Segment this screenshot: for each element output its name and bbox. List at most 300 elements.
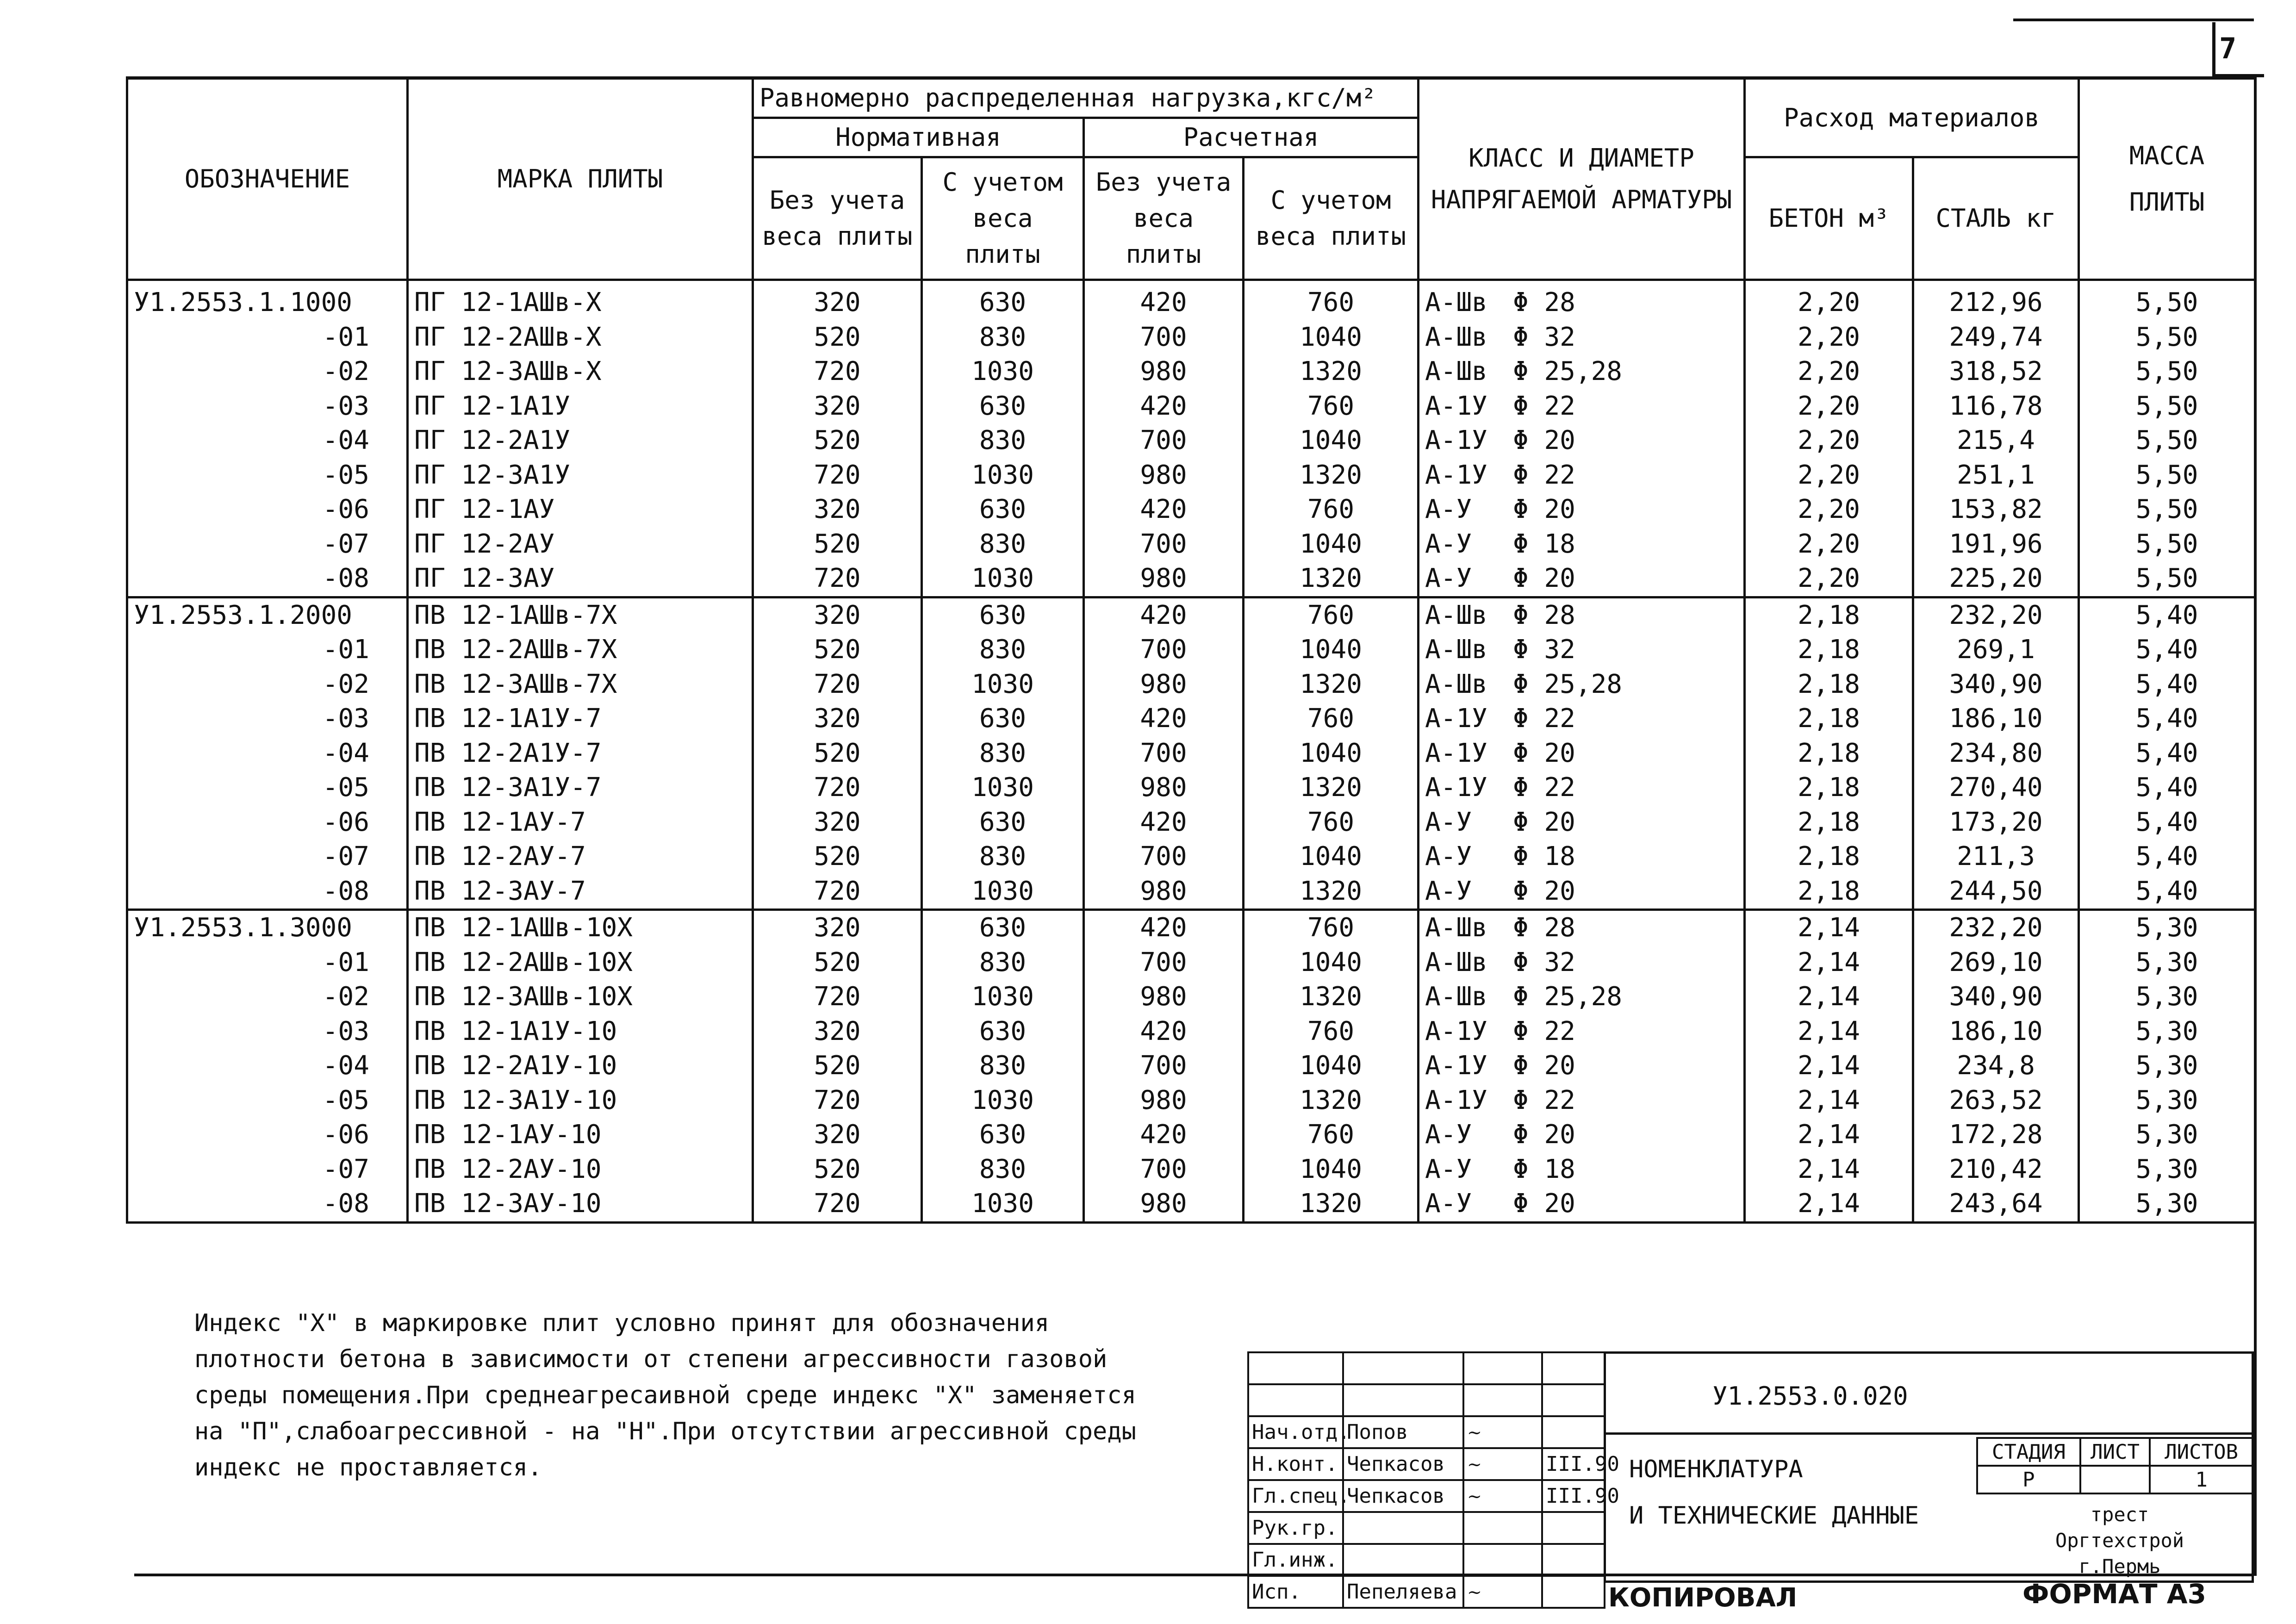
row-normative-without-weight: 720 <box>753 1187 922 1222</box>
row-plate-mark: ПВ 12-2А1У-7 <box>408 736 753 771</box>
row-normative-with-weight: 830 <box>922 946 1084 980</box>
row-normative-without-weight: 520 <box>753 423 922 458</box>
stamp-role: Нач.отд. <box>1248 1416 1343 1448</box>
reinforcement-diameter: Φ 22 <box>1513 772 1575 803</box>
header-design-without-weight: Без учета веса плиты <box>1084 157 1244 280</box>
row-steel: 234,8 <box>1913 1049 2079 1083</box>
row-concrete: 2,20 <box>1745 355 1913 389</box>
row-normative-without-weight: 520 <box>753 840 922 874</box>
row-steel: 173,20 <box>1913 805 2079 840</box>
reinforcement-diameter: Φ 20 <box>1513 1120 1575 1150</box>
row-normative-with-weight: 630 <box>922 389 1084 424</box>
row-concrete: 2,14 <box>1745 1083 1913 1118</box>
row-normative-with-weight: 1030 <box>922 980 1084 1014</box>
row-mass: 5,30 <box>2079 1049 2255 1083</box>
row-design-without-weight: 700 <box>1084 633 1244 667</box>
table-header <box>127 78 2255 280</box>
row-designation: -07 <box>127 527 408 562</box>
row-mass: 5,30 <box>2079 1014 2255 1049</box>
row-mass: 5,30 <box>2079 1083 2255 1118</box>
row-designation: -06 <box>127 1118 408 1152</box>
row-normative-with-weight: 630 <box>922 597 1084 633</box>
row-normative-with-weight: 630 <box>922 805 1084 840</box>
reinforcement-class: А-Шв <box>1425 287 1487 318</box>
stamp-date <box>1542 1416 1605 1448</box>
signature: ~ <box>1463 1416 1542 1448</box>
row-plate-mark: ПВ 12-3АУ-10 <box>408 1187 753 1222</box>
reinforcement-class: А-1У <box>1425 1016 1487 1046</box>
row-normative-with-weight: 830 <box>922 1152 1084 1187</box>
title-line-1: НОМЕНКЛАТУРА <box>1629 1456 1803 1483</box>
row-reinforcement <box>1419 1118 1745 1152</box>
row-normative-with-weight: 630 <box>922 1014 1084 1049</box>
row-designation: -08 <box>127 1187 408 1222</box>
row-plate-mark: ПГ 12-3АУ <box>408 561 753 597</box>
row-design-with-weight: 1040 <box>1244 423 1419 458</box>
row-plate-mark: ПВ 12-3А1У-7 <box>408 771 753 805</box>
stamp-date: III.90 <box>1542 1480 1605 1512</box>
table-row <box>127 771 2255 805</box>
row-reinforcement <box>1419 355 1745 389</box>
row-concrete: 2,20 <box>1745 280 1913 320</box>
row-reinforcement <box>1419 910 1745 946</box>
row-normative-without-weight: 320 <box>753 597 922 633</box>
row-reinforcement <box>1419 1152 1745 1187</box>
row-plate-mark: ПВ 12-2АУ-7 <box>408 840 753 874</box>
row-mass: 5,40 <box>2079 771 2255 805</box>
reinforcement-class: А-У <box>1425 563 1472 594</box>
row-reinforcement <box>1419 561 1745 597</box>
row-design-without-weight: 420 <box>1084 492 1244 527</box>
table-row <box>127 633 2255 667</box>
reinforcement-class: А-У <box>1425 841 1472 872</box>
row-normative-with-weight: 630 <box>922 1118 1084 1152</box>
table-row <box>127 840 2255 874</box>
reinforcement-diameter: Φ 20 <box>1513 494 1575 525</box>
row-design-with-weight: 1040 <box>1244 320 1419 355</box>
row-designation: -07 <box>127 840 408 874</box>
reinforcement-diameter: Φ 28 <box>1513 287 1575 318</box>
row-design-without-weight: 700 <box>1084 527 1244 562</box>
row-reinforcement <box>1419 458 1745 493</box>
table-row <box>127 355 2255 389</box>
row-steel: 269,10 <box>1913 946 2079 980</box>
note-line: плотности бетона в зависимости от степени агрессивности газовой <box>194 1345 1108 1373</box>
title-line-2: И ТЕХНИЧЕСКИЕ ДАННЫЕ <box>1629 1502 1919 1530</box>
row-design-with-weight: 760 <box>1244 492 1419 527</box>
row-design-with-weight: 1040 <box>1244 946 1419 980</box>
row-normative-without-weight: 320 <box>753 910 922 946</box>
row-design-with-weight: 1040 <box>1244 840 1419 874</box>
row-concrete: 2,20 <box>1745 389 1913 424</box>
row-reinforcement <box>1419 280 1745 320</box>
row-normative-without-weight: 520 <box>753 320 922 355</box>
sheet-value <box>2080 1466 2150 1493</box>
row-normative-with-weight: 830 <box>922 633 1084 667</box>
table-row <box>127 874 2255 910</box>
row-reinforcement <box>1419 1187 1745 1222</box>
row-designation: -08 <box>127 874 408 910</box>
row-steel: 244,50 <box>1913 874 2079 910</box>
note-block <box>194 1305 1143 1486</box>
row-mass: 5,40 <box>2079 840 2255 874</box>
reinforcement-diameter: Φ 28 <box>1513 600 1575 630</box>
row-designation: -02 <box>127 980 408 1014</box>
table-row <box>127 280 2255 320</box>
table-row <box>127 561 2255 597</box>
row-steel: 234,80 <box>1913 736 2079 771</box>
reinforcement-class: А-У <box>1425 1120 1472 1150</box>
row-designation: -04 <box>127 423 408 458</box>
reinforcement-diameter: Φ 32 <box>1513 635 1575 665</box>
row-normative-without-weight: 720 <box>753 458 922 493</box>
row-design-without-weight: 420 <box>1084 1118 1244 1152</box>
row-designation: У1.2553.1.2000 <box>127 597 408 633</box>
row-concrete: 2,18 <box>1745 771 1913 805</box>
org-line: г.Пермь <box>2078 1555 2161 1578</box>
reinforcement-class: А-1У <box>1425 1085 1487 1115</box>
row-plate-mark: ПГ 12-1АШв-Х <box>408 280 753 320</box>
reinforcement-diameter: Φ 22 <box>1513 460 1575 490</box>
row-mass: 5,50 <box>2079 423 2255 458</box>
row-normative-without-weight: 320 <box>753 389 922 424</box>
row-normative-without-weight: 520 <box>753 527 922 562</box>
table-row <box>127 702 2255 736</box>
row-design-with-weight: 760 <box>1244 597 1419 633</box>
table-row <box>127 1083 2255 1118</box>
note-line: среды помещения.При среднеагресаивной среде индекс "Х" заменяется <box>194 1381 1136 1409</box>
row-designation: -04 <box>127 1049 408 1083</box>
row-concrete: 2,14 <box>1745 1014 1913 1049</box>
row-plate-mark: ПВ 12-3АШв-7Х <box>408 667 753 702</box>
row-steel: 186,10 <box>1913 1014 2079 1049</box>
reinforcement-diameter: Φ 18 <box>1513 841 1575 872</box>
sheet-label: ЛИСТ <box>2080 1438 2150 1466</box>
row-normative-without-weight: 320 <box>753 702 922 736</box>
row-normative-without-weight: 520 <box>753 633 922 667</box>
row-design-with-weight: 760 <box>1244 389 1419 424</box>
row-designation: -05 <box>127 771 408 805</box>
row-steel: 318,52 <box>1913 355 2079 389</box>
row-mass: 5,50 <box>2079 561 2255 597</box>
row-design-without-weight: 420 <box>1084 1014 1244 1049</box>
row-mass: 5,40 <box>2079 633 2255 667</box>
header-steel: СТАЛЬ кг <box>1913 157 2079 280</box>
row-steel: 225,20 <box>1913 561 2079 597</box>
row-design-with-weight: 1040 <box>1244 1152 1419 1187</box>
row-design-with-weight: 760 <box>1244 1118 1419 1152</box>
row-reinforcement <box>1419 946 1745 980</box>
stamp-role: Гл.инж. <box>1248 1544 1343 1576</box>
row-normative-without-weight: 320 <box>753 1014 922 1049</box>
row-mass: 5,50 <box>2079 527 2255 562</box>
row-concrete: 2,18 <box>1745 736 1913 771</box>
reinforcement-class: А-1У <box>1425 425 1487 456</box>
row-design-without-weight: 980 <box>1084 355 1244 389</box>
row-reinforcement <box>1419 805 1745 840</box>
row-designation: -01 <box>127 946 408 980</box>
row-plate-mark: ПВ 12-1А1У-7 <box>408 702 753 736</box>
reinforcement-diameter: Φ 20 <box>1513 876 1575 906</box>
row-mass: 5,30 <box>2079 910 2255 946</box>
row-design-without-weight: 420 <box>1084 910 1244 946</box>
row-plate-mark: ПГ 12-3А1У <box>408 458 753 493</box>
row-design-with-weight: 1040 <box>1244 527 1419 562</box>
row-plate-mark: ПВ 12-2А1У-10 <box>408 1049 753 1083</box>
stage-label: СТАДИЯ <box>1977 1438 2080 1466</box>
table-row <box>127 1014 2255 1049</box>
reinforcement-diameter: Φ 20 <box>1513 1188 1575 1219</box>
row-concrete: 2,14 <box>1745 980 1913 1014</box>
row-steel: 340,90 <box>1913 980 2079 1014</box>
row-mass: 5,50 <box>2079 280 2255 320</box>
row-plate-mark: ПГ 12-2АШв-Х <box>408 320 753 355</box>
reinforcement-diameter: Φ 28 <box>1513 913 1575 943</box>
row-normative-with-weight: 1030 <box>922 1083 1084 1118</box>
row-steel: 153,82 <box>1913 492 2079 527</box>
row-design-without-weight: 420 <box>1084 805 1244 840</box>
reinforcement-diameter: Φ 20 <box>1513 738 1575 768</box>
table-row <box>127 423 2255 458</box>
table-row <box>127 492 2255 527</box>
row-design-without-weight: 700 <box>1084 946 1244 980</box>
row-design-without-weight: 980 <box>1084 771 1244 805</box>
row-normative-without-weight: 720 <box>753 771 922 805</box>
row-design-without-weight: 980 <box>1084 980 1244 1014</box>
reinforcement-diameter: Φ 22 <box>1513 703 1575 734</box>
row-normative-without-weight: 720 <box>753 1083 922 1118</box>
row-steel: 251,1 <box>1913 458 2079 493</box>
row-normative-without-weight: 320 <box>753 492 922 527</box>
row-concrete: 2,14 <box>1745 946 1913 980</box>
row-normative-without-weight: 720 <box>753 980 922 1014</box>
row-normative-without-weight: 520 <box>753 946 922 980</box>
table-body <box>127 280 2255 1223</box>
row-designation: У1.2553.1.1000 <box>127 280 408 320</box>
reinforcement-diameter: Φ 20 <box>1513 1051 1575 1081</box>
reinforcement-class: А-Шв <box>1425 947 1487 977</box>
row-reinforcement <box>1419 771 1745 805</box>
row-design-without-weight: 420 <box>1084 280 1244 320</box>
stamp-date <box>1542 1544 1605 1576</box>
reinforcement-diameter: Φ 20 <box>1513 807 1575 837</box>
reinforcement-class: А-1У <box>1425 703 1487 734</box>
row-designation: -07 <box>127 1152 408 1187</box>
table-row <box>127 1118 2255 1152</box>
row-normative-with-weight: 1030 <box>922 458 1084 493</box>
row-design-with-weight: 1320 <box>1244 561 1419 597</box>
reinforcement-class: А-Шв <box>1425 635 1487 665</box>
row-designation: -05 <box>127 458 408 493</box>
row-design-without-weight: 420 <box>1084 702 1244 736</box>
row-design-without-weight: 980 <box>1084 667 1244 702</box>
row-reinforcement <box>1419 840 1745 874</box>
copied-by-label: КОПИРОВАЛ <box>1608 1583 1798 1613</box>
signature: ~ <box>1463 1480 1542 1512</box>
reinforcement-class: А-У <box>1425 494 1472 525</box>
row-steel: 270,40 <box>1913 771 2079 805</box>
row-concrete: 2,14 <box>1745 1049 1913 1083</box>
row-reinforcement <box>1419 527 1745 562</box>
row-mass: 5,40 <box>2079 667 2255 702</box>
row-reinforcement <box>1419 320 1745 355</box>
row-steel: 269,1 <box>1913 633 2079 667</box>
reinforcement-class: А-У <box>1425 807 1472 837</box>
row-concrete: 2,20 <box>1745 423 1913 458</box>
note-line: на "П",слабоагрессивной - на "Н".При отсутствии агрессивной среды <box>194 1418 1136 1445</box>
row-steel: 232,20 <box>1913 910 2079 946</box>
row-design-with-weight: 760 <box>1244 280 1419 320</box>
row-mass: 5,40 <box>2079 805 2255 840</box>
reinforcement-diameter: Φ 25,28 <box>1513 356 1623 387</box>
row-plate-mark: ПВ 12-1АШв-7Х <box>408 597 753 633</box>
row-concrete: 2,18 <box>1745 840 1913 874</box>
row-mass: 5,30 <box>2079 1152 2255 1187</box>
table-row <box>127 1187 2255 1222</box>
table-row <box>127 458 2255 493</box>
row-reinforcement <box>1419 423 1745 458</box>
row-design-with-weight: 1320 <box>1244 1083 1419 1118</box>
document-code: У1.2553.0.020 <box>1712 1381 1908 1411</box>
row-steel: 210,42 <box>1913 1152 2079 1187</box>
row-designation: -03 <box>127 702 408 736</box>
row-mass: 5,50 <box>2079 492 2255 527</box>
row-reinforcement <box>1419 1083 1745 1118</box>
row-steel: 116,78 <box>1913 389 2079 424</box>
row-design-with-weight: 1320 <box>1244 1187 1419 1222</box>
row-reinforcement <box>1419 736 1745 771</box>
reinforcement-class: А-У <box>1425 529 1472 559</box>
header-normative-without-weight: Без учета веса плиты <box>753 157 922 280</box>
row-designation: -02 <box>127 667 408 702</box>
row-design-without-weight: 700 <box>1084 1049 1244 1083</box>
reinforcement-diameter: Φ 22 <box>1513 1016 1575 1046</box>
header-design: Расчетная <box>1084 118 1419 157</box>
row-concrete: 2,20 <box>1745 527 1913 562</box>
stamp-name: Чепкасов <box>1343 1480 1463 1512</box>
row-mass: 5,30 <box>2079 946 2255 980</box>
row-normative-with-weight: 830 <box>922 1049 1084 1083</box>
table-row <box>127 527 2255 562</box>
row-concrete: 2,18 <box>1745 702 1913 736</box>
row-design-with-weight: 1320 <box>1244 458 1419 493</box>
reinforcement-class: А-Шв <box>1425 913 1487 943</box>
header-plate-mark: МАРКА ПЛИТЫ <box>408 78 753 280</box>
row-steel: 172,28 <box>1913 1118 2079 1152</box>
row-steel: 191,96 <box>1913 527 2079 562</box>
row-mass: 5,40 <box>2079 736 2255 771</box>
row-steel: 263,52 <box>1913 1083 2079 1118</box>
row-concrete: 2,20 <box>1745 492 1913 527</box>
table-row <box>127 910 2255 946</box>
sheets-label: ЛИСТОВ <box>2150 1438 2253 1466</box>
row-plate-mark: ПГ 12-2АУ <box>408 527 753 562</box>
row-plate-mark: ПГ 12-3АШв-Х <box>408 355 753 389</box>
row-normative-with-weight: 830 <box>922 423 1084 458</box>
row-normative-with-weight: 630 <box>922 280 1084 320</box>
header-designation: ОБОЗНАЧЕНИЕ <box>127 78 408 280</box>
table-row <box>127 980 2255 1014</box>
bottom-rule <box>134 1574 2254 1576</box>
stamp-date: III.90 <box>1542 1448 1605 1480</box>
row-normative-without-weight: 520 <box>753 736 922 771</box>
table-row <box>127 320 2255 355</box>
row-normative-with-weight: 1030 <box>922 561 1084 597</box>
row-normative-with-weight: 1030 <box>922 1187 1084 1222</box>
stamp-role: Исп. <box>1248 1576 1343 1608</box>
row-plate-mark: ПВ 12-1АУ-10 <box>408 1118 753 1152</box>
row-mass: 5,40 <box>2079 874 2255 910</box>
org-line: Оргтехстрой <box>2055 1529 2184 1552</box>
nomenclature-table <box>126 76 2256 1224</box>
row-design-without-weight: 700 <box>1084 320 1244 355</box>
row-plate-mark: ПГ 12-2А1У <box>408 423 753 458</box>
reinforcement-class: А-Шв <box>1425 982 1487 1012</box>
reinforcement-diameter: Φ 22 <box>1513 391 1575 421</box>
row-design-with-weight: 1320 <box>1244 980 1419 1014</box>
row-design-with-weight: 760 <box>1244 805 1419 840</box>
row-normative-without-weight: 720 <box>753 667 922 702</box>
row-normative-with-weight: 830 <box>922 736 1084 771</box>
row-reinforcement <box>1419 633 1745 667</box>
row-reinforcement <box>1419 702 1745 736</box>
reinforcement-diameter: Φ 18 <box>1513 1154 1575 1184</box>
stamp-name <box>1343 1512 1463 1544</box>
row-reinforcement <box>1419 667 1745 702</box>
row-plate-mark: ПВ 12-1А1У-10 <box>408 1014 753 1049</box>
table-row <box>127 1049 2255 1083</box>
row-designation: -03 <box>127 1014 408 1049</box>
row-design-without-weight: 700 <box>1084 840 1244 874</box>
row-plate-mark: ПВ 12-1АШв-10Х <box>408 910 753 946</box>
note-line: индекс не проставляется. <box>194 1454 542 1481</box>
header-normative: Нормативная <box>753 118 1084 157</box>
reinforcement-diameter: Φ 25,28 <box>1513 669 1623 699</box>
table-row <box>127 946 2255 980</box>
top-rule <box>2013 19 2254 21</box>
row-concrete: 2,14 <box>1745 910 1913 946</box>
reinforcement-class: А-1У <box>1425 460 1487 490</box>
row-plate-mark: ПВ 12-2АШв-10Х <box>408 946 753 980</box>
header-load-group: Равномерно распределенная нагрузка,кгс/м² <box>753 78 1419 118</box>
row-normative-without-weight: 520 <box>753 1152 922 1187</box>
signature: ~ <box>1463 1448 1542 1480</box>
header-concrete: БЕТОН м³ <box>1745 157 1913 280</box>
row-plate-mark: ПВ 12-1АУ-7 <box>408 805 753 840</box>
row-normative-without-weight: 520 <box>753 1049 922 1083</box>
signature: ~ <box>1463 1576 1542 1608</box>
row-design-without-weight: 420 <box>1084 389 1244 424</box>
reinforcement-class: А-1У <box>1425 772 1487 803</box>
row-concrete: 2,14 <box>1745 1152 1913 1187</box>
row-design-without-weight: 980 <box>1084 874 1244 910</box>
row-plate-mark: ПВ 12-3А1У-10 <box>408 1083 753 1118</box>
row-concrete: 2,18 <box>1745 597 1913 633</box>
row-concrete: 2,18 <box>1745 667 1913 702</box>
stamp-main <box>1604 1351 2254 1583</box>
row-designation: -01 <box>127 320 408 355</box>
stamp-name: Пепеляева <box>1343 1576 1463 1608</box>
row-design-with-weight: 1320 <box>1244 874 1419 910</box>
reinforcement-class: А-1У <box>1425 1051 1487 1081</box>
row-steel: 243,64 <box>1913 1187 2079 1222</box>
row-reinforcement <box>1419 492 1745 527</box>
stamp-date <box>1542 1512 1605 1544</box>
row-design-without-weight: 980 <box>1084 1083 1244 1118</box>
header-materials: Расход материалов <box>1745 78 2079 157</box>
reinforcement-class: А-Шв <box>1425 322 1487 352</box>
reinforcement-class: А-У <box>1425 1154 1472 1184</box>
